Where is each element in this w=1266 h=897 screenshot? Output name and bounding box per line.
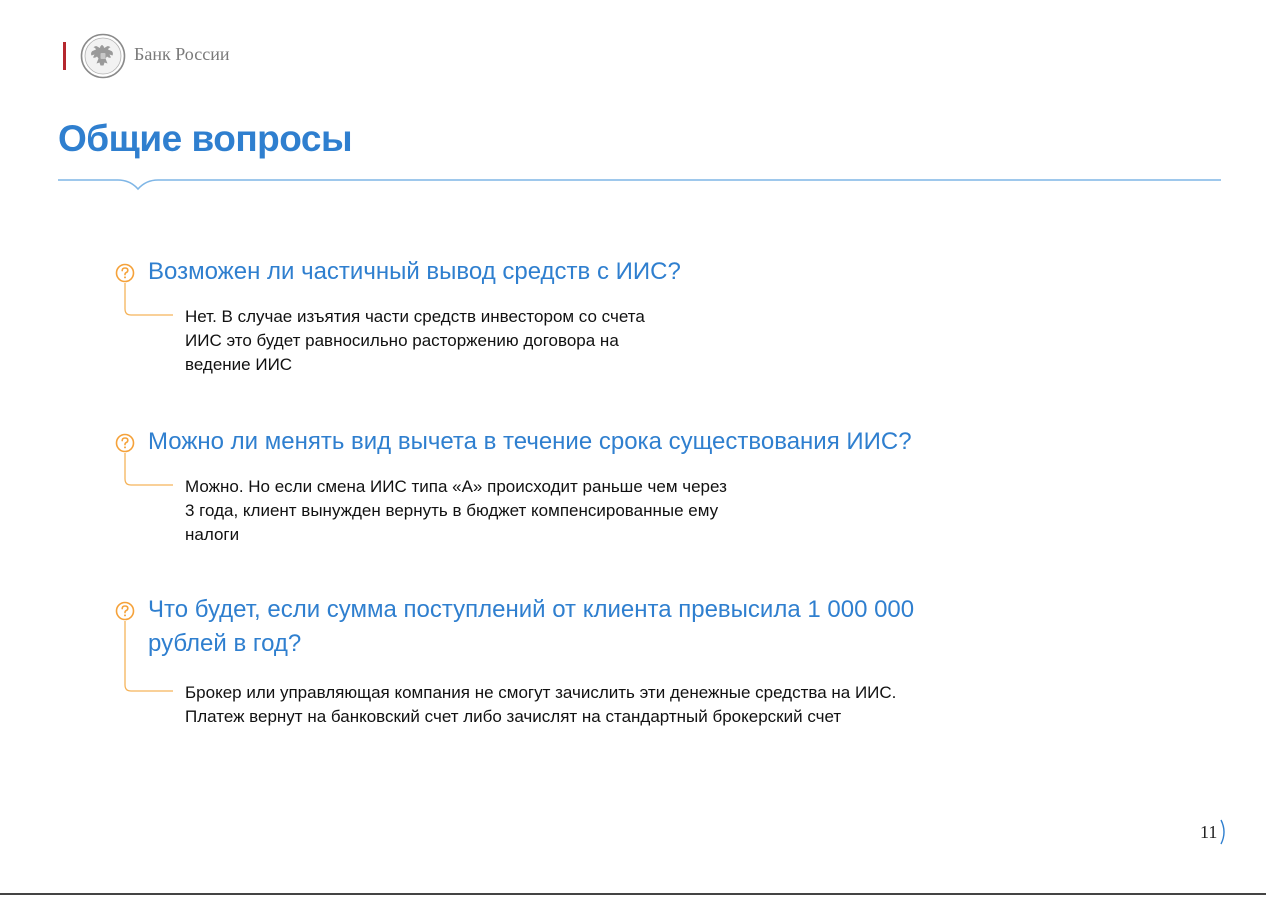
question-mark-icon	[115, 601, 135, 621]
question-mark-icon	[115, 263, 135, 283]
double-headed-eagle-icon	[80, 33, 126, 79]
page-number: 11	[1200, 822, 1218, 842]
page-title: Общие вопросы	[58, 118, 353, 159]
bottom-divider	[0, 893, 1266, 895]
question-text: Возможен ли частичный вывод средств с ИИС?	[148, 258, 681, 285]
answer-text: Можно. Но если смена ИИС типа «А» происходит раньше чем через 3 года, клиент вынужден вернуть в бюджет компенсированные ему налоги	[185, 477, 727, 544]
answer-text: Нет. В случае изъятия части средств инвестором со счета ИИС это будет равносильно расторжению договора на ведение ИИС	[185, 307, 645, 374]
connector-line	[121, 453, 181, 493]
answer-text: Брокер или управляющая компания не смогут зачислить эти денежные средства на ИИС. Платеж вернут на банковский счет либо зачислят на стандартный брокерский счет	[185, 683, 897, 726]
question-text: Можно ли менять вид вычета в течение срока существования ИИС?	[148, 428, 912, 455]
logo-accent-bar	[63, 42, 66, 70]
connector-line	[121, 283, 181, 323]
question-text: Что будет, если сумма поступлений от клиента превысила 1 000 000 рублей в год?	[148, 596, 915, 657]
chevron-right-icon	[1219, 818, 1229, 846]
title-underline	[0, 170, 1266, 200]
question-mark-icon	[115, 433, 135, 453]
logo-text: Банк России	[134, 44, 230, 64]
